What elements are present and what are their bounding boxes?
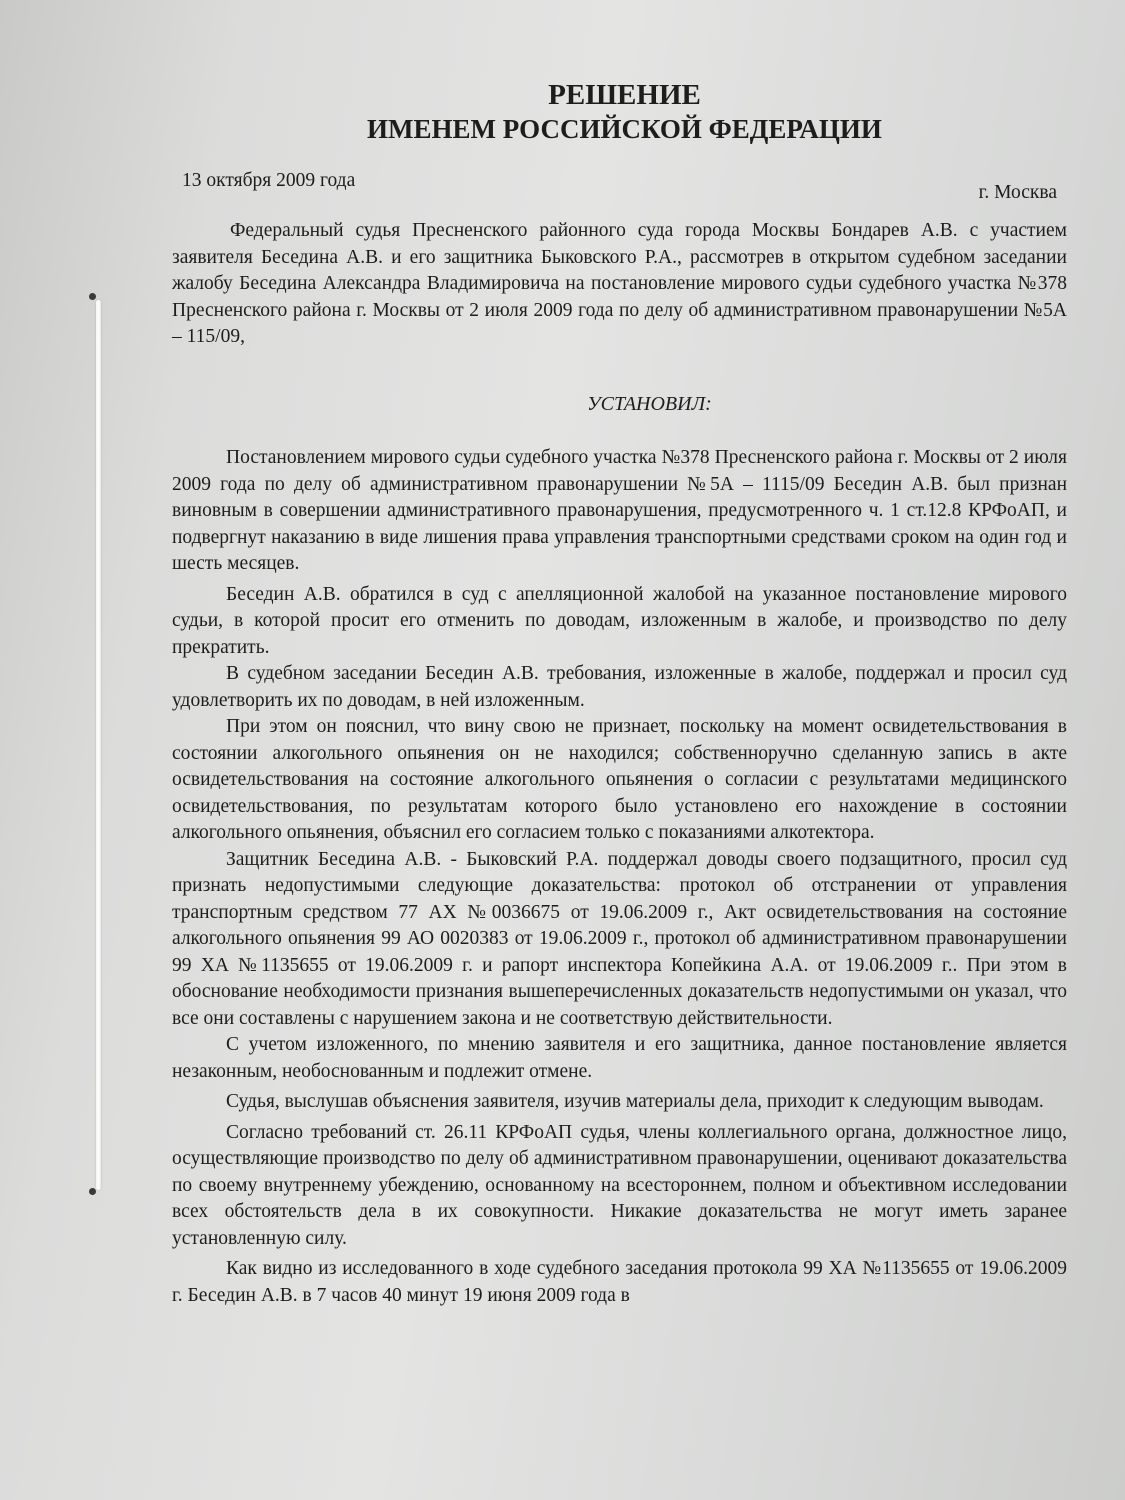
document-subtitle: ИМЕНЕМ РОССИЙСКОЙ ФЕДЕРАЦИИ — [367, 114, 882, 144]
paragraph: В судебном заседании Беседин А.В. требования, изложенные в жалобе, поддержал и просил суд удовлетворить их по доводам, в ней изложенным. — [172, 663, 1067, 711]
section-heading: УСТАНОВИЛ: — [587, 392, 712, 415]
paragraph: Судья, выслушав объяснения заявителя, изучив материалы дела, приходит к следующим выводам. — [226, 1091, 1044, 1112]
document-date: 13 октября 2009 года — [182, 170, 356, 191]
paragraph: Беседин А.В. обратился в суд с апелляционной жалобой на указанное постановление мирового судьи, в которой просит его отменить по доводам, изложенным в жалобе, и производство по делу прекратить. — [172, 583, 1067, 658]
binding-hole-top — [89, 293, 96, 300]
paragraph: С учетом изложенного, по мнению заявителя и его защитника, данное постановление является незаконным, необоснованным и подлежит отмене. — [172, 1034, 1067, 1082]
paragraph: При этом он пояснил, что вину свою не признает, поскольку на момент освидетельствования в состоянии алкогольного опьянения он не находился; собственноручно сделанную запись в акте освидетельствования на состояние алкогольного опьянения о согласии с результатами медицинского освидетельствования, по результатам которого было установлено его нахождение в состоянии алкогольного опьянения, объяснил его согласием только с показаниями алкотектора. — [172, 716, 1067, 843]
document-body — [172, 78, 1067, 1309]
document-title: РЕШЕНИЕ — [548, 79, 701, 111]
paragraph: Как видно из исследованного в ходе судебного заседания протокола 99 ХА №1135655 от 19.06.2009 г. Беседин А.В. в 7 часов 40 минут 19 июня 2009 года в — [172, 1258, 1067, 1306]
intro-paragraph: Федеральный судья Пресненского районного суда города Москвы Бондарев А.В. с участием заявителя Беседина А.В. и его защитника Быковского Р.А., рассмотрев в открытом судебном заседании жалобу Беседина Александра Владимировича на постановление мирового судьи судебного участка №378 Пресненского района г. Москвы от 2 июля 2009 года по делу об административном правонарушении №5А – 115/09, — [172, 220, 1067, 347]
paragraph: Постановлением мирового судьи судебного участка №378 Пресненского района г. Москвы от 2 июля 2009 года по делу об административном правонарушении №5А – 1115/09 Беседин А.В. был признан виновным в совершении административного правонарушения, предусмотренного ч. 1 ст.12.8 КРФоАП, и подвергнут наказанию в виде лишения права управления транспортными средствами сроком на один год и шесть месяцев. — [172, 447, 1067, 574]
binding-thread — [96, 300, 101, 1190]
document-city: г. Москва — [978, 182, 1057, 203]
date-city-row — [172, 168, 1067, 208]
paragraph: Согласно требований ст. 26.11 КРФоАП судья, члены коллегиального органа, должностное лицо, осуществляющие производство по делу об административном правонарушении, оценивают доказательства по своему внутреннему убеждению, основанному на всестороннем, полном и объективном исследовании всех обстоятельств дела в их совокупности. Никакие доказательства не могут иметь заранее установленную силу. — [172, 1121, 1067, 1249]
paragraph: Защитник Беседина А.В. - Быковский Р.А. поддержал доводы своего подзащитного, просил суд признать недопустимыми следующие доказательства: протокол об отстранении от управления транспортным средством 77 АХ №0036675 от 19.06.2009 г., Акт освидетельствования на состояние алкогольного опьянения 99 АО 0020383 от 19.06.2009 г., протокол об административном правонарушении 99 ХА №1135655 от 19.06.2009 г. и рапорт инспектора Копейкина А.А. от 19.06.2009 г.. При этом в обоснование необходимости признания вышеперечисленных доказательств недопустимыми он указал, что все они составлены с нарушением закона и не соответствую действительности. — [172, 848, 1067, 1029]
binding-hole-bottom — [89, 1188, 96, 1195]
